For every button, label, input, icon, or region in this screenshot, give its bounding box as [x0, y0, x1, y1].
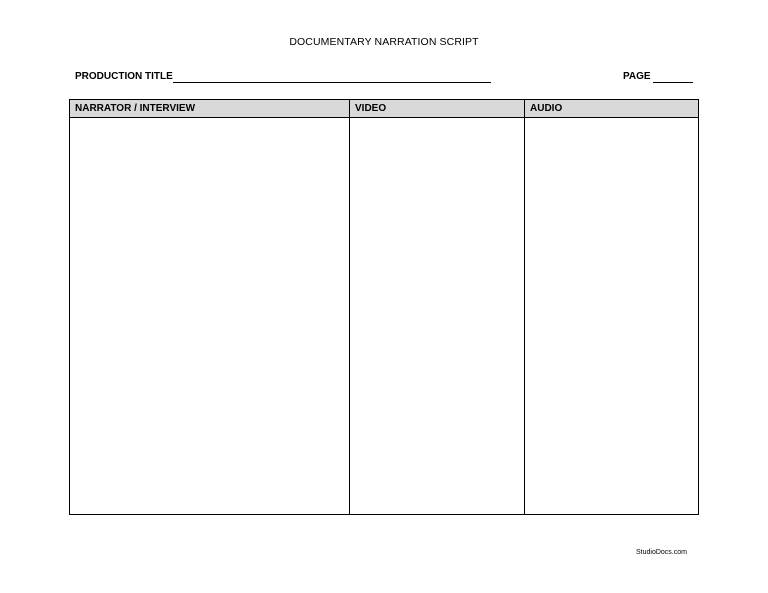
footer-credit: StudioDocs.com	[636, 549, 687, 556]
narrator-column-cell[interactable]	[70, 118, 350, 514]
document-title: DOCUMENTARY NARRATION SCRIPT	[289, 36, 479, 48]
page-label: PAGE	[623, 71, 651, 82]
column-header-video: VIDEO	[350, 100, 525, 118]
production-title-field[interactable]	[173, 82, 491, 83]
script-table	[69, 99, 699, 515]
video-column-cell[interactable]	[350, 118, 525, 514]
column-header-audio: AUDIO	[525, 100, 698, 118]
production-title-label: PRODUCTION TITLE	[75, 71, 173, 82]
page-number-field[interactable]	[653, 82, 693, 83]
audio-column-cell[interactable]	[525, 118, 698, 514]
header-fields	[75, 71, 695, 85]
column-header-narrator: NARRATOR / INTERVIEW	[70, 100, 350, 118]
